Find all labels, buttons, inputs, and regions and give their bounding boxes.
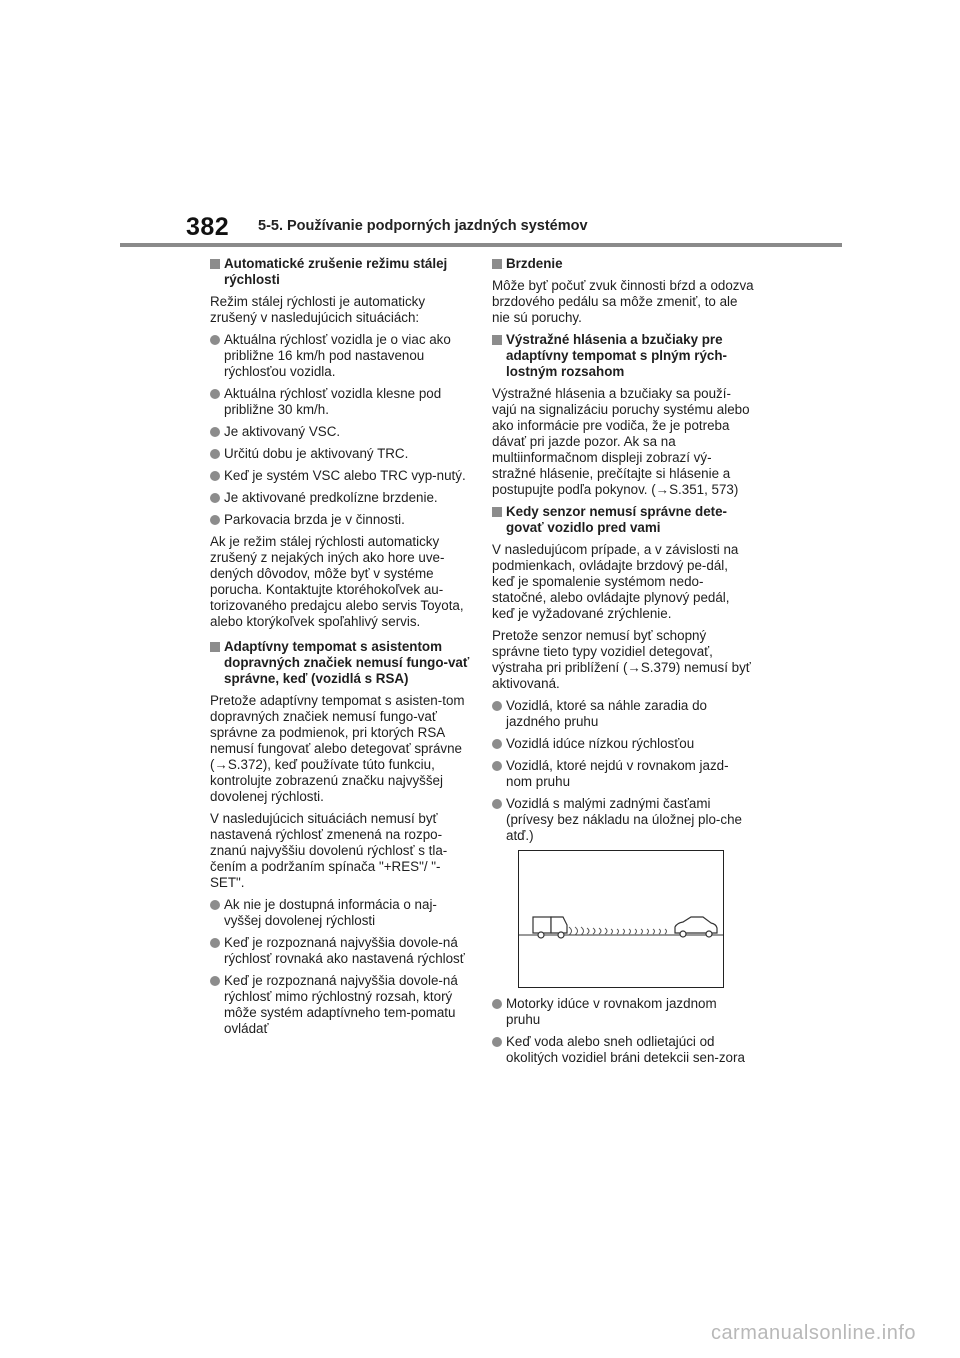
list-item: Je aktivované predkolízne brzdenie.	[210, 490, 472, 506]
sensor-illustration	[518, 850, 724, 988]
left-column	[210, 256, 472, 1043]
round-bullet-icon	[492, 999, 502, 1009]
paragraph: Režim stálej rýchlosti je automaticky zrušený v nasledujúcich situáciách:	[210, 294, 426, 325]
square-bullet-icon	[210, 259, 220, 269]
page-header	[0, 0, 960, 250]
paragraph: Môže byť počuť zvuk činnosti bŕzd a odozva brzdového pedálu sa môže zmeniť, to ale nie sú poruchy.	[492, 278, 754, 325]
round-bullet-icon	[210, 976, 220, 986]
paragraph: V nasledujúcom prípade, a v závislosti na podmienkach, ovládajte brzdový pe-dál, keď je spomalenie systémom nedo-statočné, alebo ovládajte plynový pedál, keď je vyžadované zrýchlenie.	[492, 542, 739, 621]
list-item: Vozidlá idúce nízkou rýchlosťou	[492, 736, 754, 752]
paragraph: V nasledujúcich situáciách nemusí byť nastavená rýchlosť zmenená na rozpo-znanú najvyššiu dovolenú rýchlosť s tla-čením a podržaním spínača "+RES"/ "-SET".	[210, 811, 448, 890]
heading-warnings: Výstražné hlásenia a bzučiaky pre adaptívny tempomat s plným rých-lostným rozsahom	[492, 332, 754, 380]
square-bullet-icon	[492, 507, 502, 517]
square-bullet-icon	[210, 642, 220, 652]
page-number: 382	[186, 213, 230, 241]
round-bullet-icon	[210, 515, 220, 525]
square-bullet-icon	[492, 259, 502, 269]
round-bullet-icon	[210, 427, 220, 437]
list-item: Keď je rozpoznaná najvyššia dovole-ná rýchlosť mimo rýchlostný rozsah, ktorý môže systém adaptívneho tem-pomatu ovládať	[210, 973, 472, 1037]
round-bullet-icon	[210, 900, 220, 910]
paragraph: Ak je režim stálej rýchlosti automaticky zrušený z nejakých iných ako hore uve-dených dôvodov, môže byť v systéme porucha. Kontaktujte ktoréhokoľvek au-torizovaného predajcu alebo servis Toyota, alebo ktorýkoľvek spoľahlivý servis.	[210, 534, 464, 629]
paragraph: Pretože adaptívny tempomat s asisten-tom dopravných značiek nemusí fungo-vať správne za podmienok, pri ktorých RSA nemusí fungovať alebo detegovať správne (→S.372), keď používate túto funkciu, kontrolujte zobrazenú značku najvyššej dovolenej rýchlosti.	[210, 693, 465, 804]
round-bullet-icon	[492, 799, 502, 809]
car-icon	[675, 917, 717, 937]
list-item: Vozidlá, ktoré sa náhle zaradia do jazdného pruhu	[492, 698, 754, 730]
round-bullet-icon	[210, 449, 220, 459]
round-bullet-icon	[210, 389, 220, 399]
list-item: Aktuálna rýchlosť vozidla je o viac ako približne 16 km/h pod nastavenou rýchlosťou vozidla.	[210, 332, 472, 380]
square-bullet-icon	[492, 335, 502, 345]
round-bullet-icon	[210, 335, 220, 345]
round-bullet-icon	[210, 938, 220, 948]
heading-braking: Brzdenie	[492, 256, 754, 272]
list-item: Vozidlá, ktoré nejdú v rovnakom jazd-nom pruhu	[492, 758, 754, 790]
list-item: Motorky idúce v rovnakom jazdnom pruhu	[492, 996, 754, 1028]
list-item: Je aktivovaný VSC.	[210, 424, 472, 440]
list-item: Vozidlá s malými zadnými časťami (prívesy bez nákladu na úložnej plo-che atď.)	[492, 796, 754, 844]
section-title: 5-5. Používanie podporných jazdných systémov	[258, 218, 588, 234]
header-divider	[120, 243, 842, 247]
heading-sensor-detection: Kedy senzor nemusí správne dete-govať vozidlo pred vami	[492, 504, 754, 536]
paragraph: Výstražné hlásenia a bzučiaky sa použí-vajú na signalizáciu poruchy systému alebo ako informácie pre vodiča, že je potreba dávať pri jazde pozor. Ak sa na multiinformačnom displeji zobrazí vý-stražné hlásenie, prečítajte si hlásenie a postupujte podľa pokynov. (→S.351, 573)	[492, 386, 750, 497]
round-bullet-icon	[210, 493, 220, 503]
list-item: Keď je systém VSC alebo TRC vyp-nutý.	[210, 468, 472, 484]
heading-rsa: Adaptívny tempomat s asistentom dopravných značiek nemusí fungo-vať správne, keď (vozidlá s RSA)	[210, 639, 472, 687]
round-bullet-icon	[210, 471, 220, 481]
list-item: Aktuálna rýchlosť vozidla klesne pod približne 30 km/h.	[210, 386, 472, 418]
watermark: carmanualsonline.info	[710, 1322, 916, 1344]
paragraph: Pretože senzor nemusí byť schopný správne tieto typy vozidiel detegovať, výstraha pri priblížení (→S.379) nemusí byť aktivovaná.	[492, 628, 751, 691]
sensor-wave-icon	[569, 927, 667, 935]
list-item: Určitú dobu je aktivovaný TRC.	[210, 446, 472, 462]
list-item: Ak nie je dostupná informácia o naj-vyššej dovolenej rýchlosti	[210, 897, 472, 929]
round-bullet-icon	[492, 1037, 502, 1047]
heading-auto-cancel: Automatické zrušenie režimu stálej rýchlosti	[210, 256, 472, 288]
list-item: Keď voda alebo sneh odlietajúci od okolitých vozidiel bráni detekcii sen-zora	[492, 1034, 754, 1066]
round-bullet-icon	[492, 701, 502, 711]
list-item: Parkovacia brzda je v činnosti.	[210, 512, 472, 528]
round-bullet-icon	[492, 761, 502, 771]
round-bullet-icon	[492, 739, 502, 749]
list-item: Keď je rozpoznaná najvyššia dovole-ná rýchlosť rovnaká ako nastavená rýchlosť	[210, 935, 472, 967]
trailer-and-car-illustration	[519, 851, 723, 987]
right-column	[492, 256, 754, 1072]
